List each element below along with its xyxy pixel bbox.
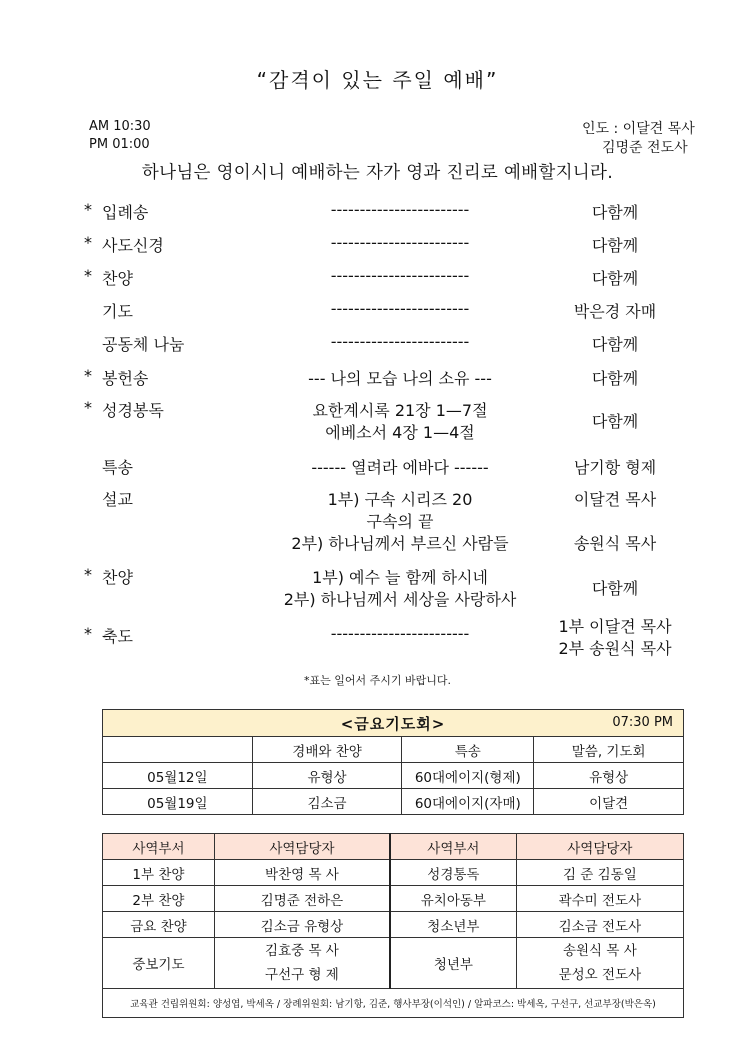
table-header-row: 경배와 찬양 특송 말씀, 기도회 [103, 737, 684, 763]
friday-time: 07:30 PM [612, 715, 673, 730]
ministry-table [102, 833, 684, 1018]
committee-footer: 교육관 건립위원회: 양성엽, 박세옥 / 장례위원회: 남기항, 김준, 행사부장(이석인) / 알파코스: 박세옥, 구선구, 선교부장(박은옥) [103, 989, 684, 1018]
table-row: 2부 찬양 김명준 전하은 유치아동부 곽수미 전도사 [103, 886, 684, 912]
table-row: 1부 찬양 박찬영 목 사 성경통독 김 준 김동일 [103, 860, 684, 886]
page-title: “감격이 있는 주일 예배” [256, 68, 499, 92]
pm-time: PM 01:00 [89, 137, 150, 152]
friday-title: <금요기도회> [340, 714, 446, 733]
table-row: 05월19일 김소금 60대에이지(자매) 이달견 [103, 789, 684, 815]
table-header-row: 사역부서 사역담당자 사역부서 사역담당자 [103, 834, 684, 860]
am-time: AM 10:30 [89, 119, 151, 134]
scripture-verse: 하나님은 영이시니 예배하는 자가 영과 진리로 예배할지니라. [141, 163, 614, 183]
friday-prayer-table [102, 709, 684, 815]
friday-header [103, 710, 684, 737]
table-row: 중보기도 김효중 목 사 구선구 형 제 청년부 송원식 목 사 문성오 전도사 [103, 938, 684, 989]
leader-line-1: 인도 : 이달견 목사 [582, 121, 695, 137]
leader-line-2: 김명준 전도사 [602, 140, 688, 156]
standing-note: *표는 일어서 주시기 바랍니다. [304, 674, 451, 687]
table-row: 금요 찬양 김소금 유형상 청소년부 김소금 전도사 [103, 912, 684, 938]
table-row: 05월12일 유형상 60대에이지(형제) 유형상 [103, 763, 684, 789]
